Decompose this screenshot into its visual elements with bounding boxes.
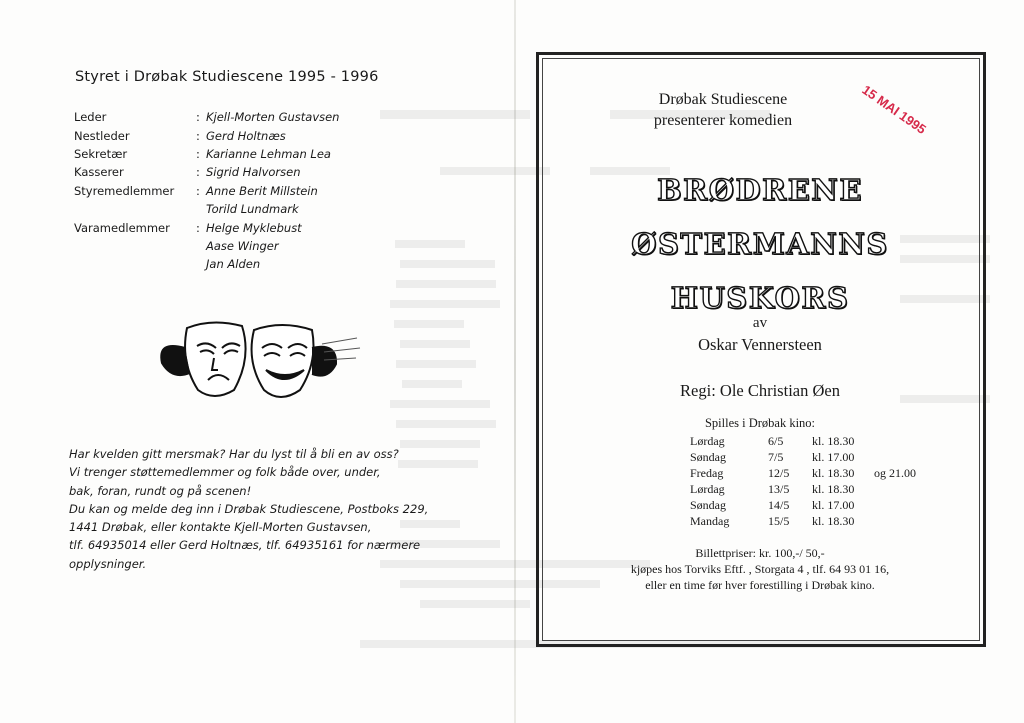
show-date: 15/5 (768, 513, 790, 528)
show-time: kl. 18.30 (812, 465, 855, 480)
price-line: kjøpes hos Torviks Eftf. , Storgata 4 , tlf. 64 93 01 16, (630, 562, 890, 576)
board-colon: : (196, 220, 200, 235)
show-time: kl. 18.30 (812, 513, 855, 528)
board-row (74, 163, 339, 181)
date-stamp: 15 MAI 1995 (859, 82, 929, 137)
board-colon: : (196, 165, 200, 180)
show-date: 14/5 (768, 497, 790, 512)
text-line: Vi trenger støttemedlemmer og folk både over, under, (69, 465, 381, 480)
board-row (74, 145, 339, 163)
show-day: Lørdag (690, 481, 725, 496)
board-name: Anne Berit Millstein (206, 183, 318, 198)
happy-mask-icon (252, 325, 360, 397)
text-line: Du kan og melde deg inn i Drøbak Studiescene, Postboks 229, (69, 501, 429, 516)
show-day: Søndag (690, 497, 726, 512)
title-line: HUSKORS (670, 281, 850, 315)
show-row (690, 481, 916, 497)
sad-mask-icon (161, 322, 245, 396)
show-row (690, 433, 916, 449)
board-role: Nestleder (74, 128, 130, 143)
show-row (690, 465, 916, 481)
board-colon: : (196, 146, 200, 161)
title-line: BRØDRENE (657, 173, 863, 207)
board-row (74, 237, 339, 255)
board-name: Kjell-Morten Gustavsen (206, 110, 340, 125)
board-name: Jan Alden (206, 257, 261, 272)
by-label: av (752, 315, 768, 331)
board-role: Styremedlemmer (74, 183, 175, 198)
board-role: Kasserer (74, 165, 124, 180)
board-name: Karianne Lehman Lea (206, 146, 331, 161)
show-time: kl. 18.30 (812, 433, 855, 448)
board-colon: : (196, 183, 200, 198)
board-role: Leder (74, 110, 107, 125)
board-row (74, 182, 339, 200)
text-line: 1441 Drøbak, eller kontakte Kjell-Morten Gustavsen, (69, 520, 372, 535)
show-row (690, 449, 916, 465)
show-row (690, 513, 916, 529)
text-line: Har kvelden gitt mersmak? Har du lyst til å bli en av oss? (69, 447, 399, 461)
board-name: Torild Lundmark (206, 202, 299, 217)
presenter-line: presenterer komedien (653, 112, 793, 129)
director: Regi: Ole Christian Øen (680, 381, 840, 400)
recruitment-text (69, 445, 469, 573)
show-day: Fredag (690, 465, 724, 480)
show-date: 6/5 (768, 433, 784, 448)
show-date: 7/5 (768, 449, 784, 464)
board-title: Styret i Drøbak Studiescene 1995 - 1996 (75, 69, 379, 85)
board-name: Helge Myklebust (206, 220, 302, 235)
show-time: kl. 17.00 (812, 497, 855, 512)
show-date: 12/5 (768, 465, 790, 480)
presenter-line: Drøbak Studiescene (658, 91, 788, 108)
show-date: 13/5 (768, 481, 790, 496)
ticket-info (560, 545, 960, 593)
show-extra-time: og 21.00 (874, 465, 916, 480)
board-row (74, 255, 339, 273)
theatre-masks-icon (152, 318, 367, 404)
price-line: eller en time før hver forestilling i Drøbak kino. (645, 578, 875, 592)
board-role: Sekretær (74, 146, 128, 161)
show-day: Søndag (690, 449, 726, 464)
show-day: Mandag (690, 513, 730, 528)
board-row (74, 108, 339, 126)
board-row (74, 200, 339, 218)
text-line: opplysninger. (69, 556, 147, 571)
text-line: bak, foran, rundt og på scenen! (69, 483, 252, 498)
board-list (74, 108, 339, 274)
show-day: Lørdag (690, 433, 725, 448)
price-line: Billettpriser: kr. 100,-/ 50,- (695, 546, 825, 560)
show-time: kl. 17.00 (812, 449, 855, 464)
author: Oskar Vennersteen (698, 335, 822, 354)
shows-heading: Spilles i Drøbak kino: (704, 416, 816, 430)
show-time: kl. 18.30 (812, 481, 855, 496)
play-title (560, 163, 960, 325)
board-name: Gerd Holtnæs (206, 128, 286, 143)
board-row (74, 218, 339, 236)
board-name: Sigrid Halvorsen (206, 165, 301, 180)
board-colon: : (196, 110, 200, 125)
presenter (538, 89, 908, 131)
show-schedule (690, 433, 916, 529)
title-line: ØSTERMANNS (631, 227, 889, 261)
board-colon: : (196, 128, 200, 143)
board-role: Varamedlemmer (74, 220, 170, 235)
board-row (74, 126, 339, 144)
text-line: tlf. 64935014 eller Gerd Holtnæs, tlf. 64935161 for nærmere (69, 538, 421, 553)
show-row (690, 497, 916, 513)
board-name: Aase Winger (206, 238, 279, 253)
